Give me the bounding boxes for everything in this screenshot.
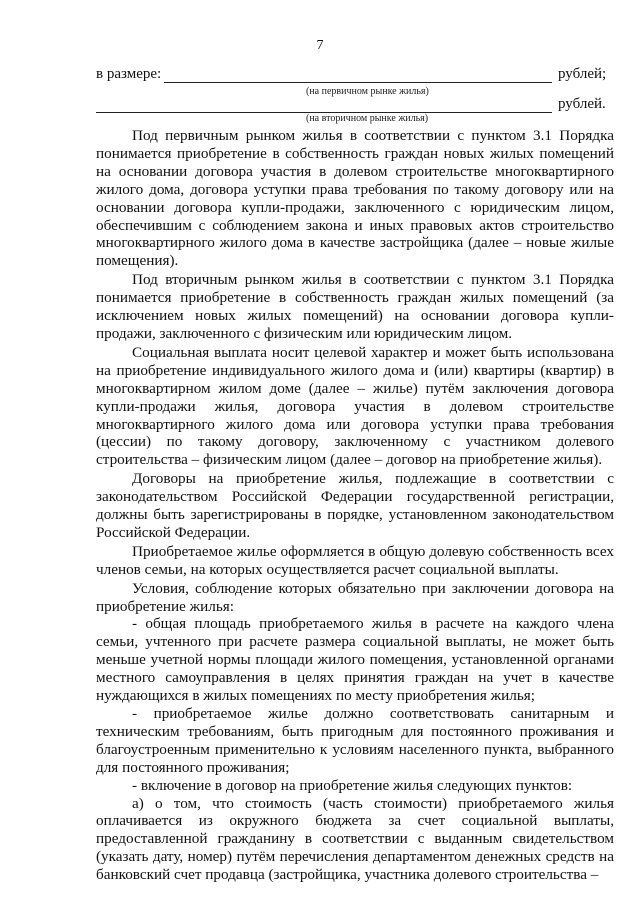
amount-secondary-blank [96,96,552,113]
paragraph-secondary-market: Под вторичным рынком жилья в соответствии с пунктом 3.1 Порядка понимается приобретение в собственность граждан жилых помещений (за исключением новых жилых помещений) на основании договора купли-продажи, заключенного с физическим или юридическим лицом. [96,271,614,342]
paragraph-ownership: Приобретаемое жилье оформляется в общую долевую собственность всех членов семьи, на которых осуществляется расчет социальной выплаты. [96,542,614,578]
list-item-clause-a: а) о том, что стоимость (часть стоимости) приобретаемого жилья оплачивается из окружного бюджета за счет социальной выплаты, предоставленной гражданину в соответствии с выданным свидетельством (указать дату, номер) путём перечисления департаментом денежных средств на банковский счет продавца (застройщика, участника долевого строительства – [96,794,614,884]
list-item-clauses: - включение в договор на приобретение жилья следующих пунктов: [132,776,573,794]
document-body [96,127,614,884]
amount-primary-row [96,66,614,86]
amount-primary-unit: рублей; [558,66,607,82]
list-item-area: - общая площадь приобретаемого жилья в расчете на каждого члена семьи, учтенного при расчете размера социальной выплаты, не может быть меньше учетной нормы площади жилого помещения, установленной органами местного самоуправления в целях принятия граждан на учет в качестве нуждающихся в жилых помещениях по месту приобретения жилья; [96,615,614,705]
amount-primary-blank [164,66,552,83]
paragraph-social-payment: Социальная выплата носит целевой характер и может быть использована на приобретение индивидуального жилого дома и (или) квартиры (квартир) в многоквартирном жилом доме (далее – жилье) путём заключения договора купли-продажи жилья, договора участия в долевом строительстве многоквартирного жилого дома или договора уступки права требования (цессии) по такому договору, заключенному с участником долевого строительства – физическим лицом (далее – договор на приобретение жилья). [96,343,614,469]
amount-label: в размере: [96,66,162,82]
paragraph-conditions-intro: Условия, соблюдение которых обязательно при заключении договора на приобретение жилья: [96,579,614,615]
list-item-requirements: - приобретаемое жилье должно соответствовать санитарным и техническим требованиям, быть пригодным для постоянного проживания и благоустроенным применительно к условиям населенного пункта, выбранного для постоянного проживания; [96,705,614,776]
amount-secondary-hint: (на вторичном рынке жилья) [306,113,429,124]
page-number: 7 [316,38,324,53]
amount-secondary-unit: рублей. [558,96,606,112]
amount-primary-hint: (на первичном рынке жилья) [306,86,429,97]
paragraph-registration: Договоры на приобретение жилья, подлежащие в соответствии с законодательством Российской Федерации государственной регистрации, должны быть зарегистрированы в порядке, установленном законодательством Российской Федерации. [96,470,614,541]
paragraph-primary-market: Под первичным рынком жилья в соответствии с пунктом 3.1 Порядка понимается приобретение в собственность граждан новых жилых помещений на основании договора участия в долевом строительстве многоквартирного жилого дома, договора уступки права требования по такому договору или на основании договора купли-продажи, заключенного с юридическим лицом, обеспечившим с соблюдением закона и иных правовых актов строительство многоквартирного жилого дома в качестве застройщика (далее – новые жилые помещения). [96,127,614,270]
